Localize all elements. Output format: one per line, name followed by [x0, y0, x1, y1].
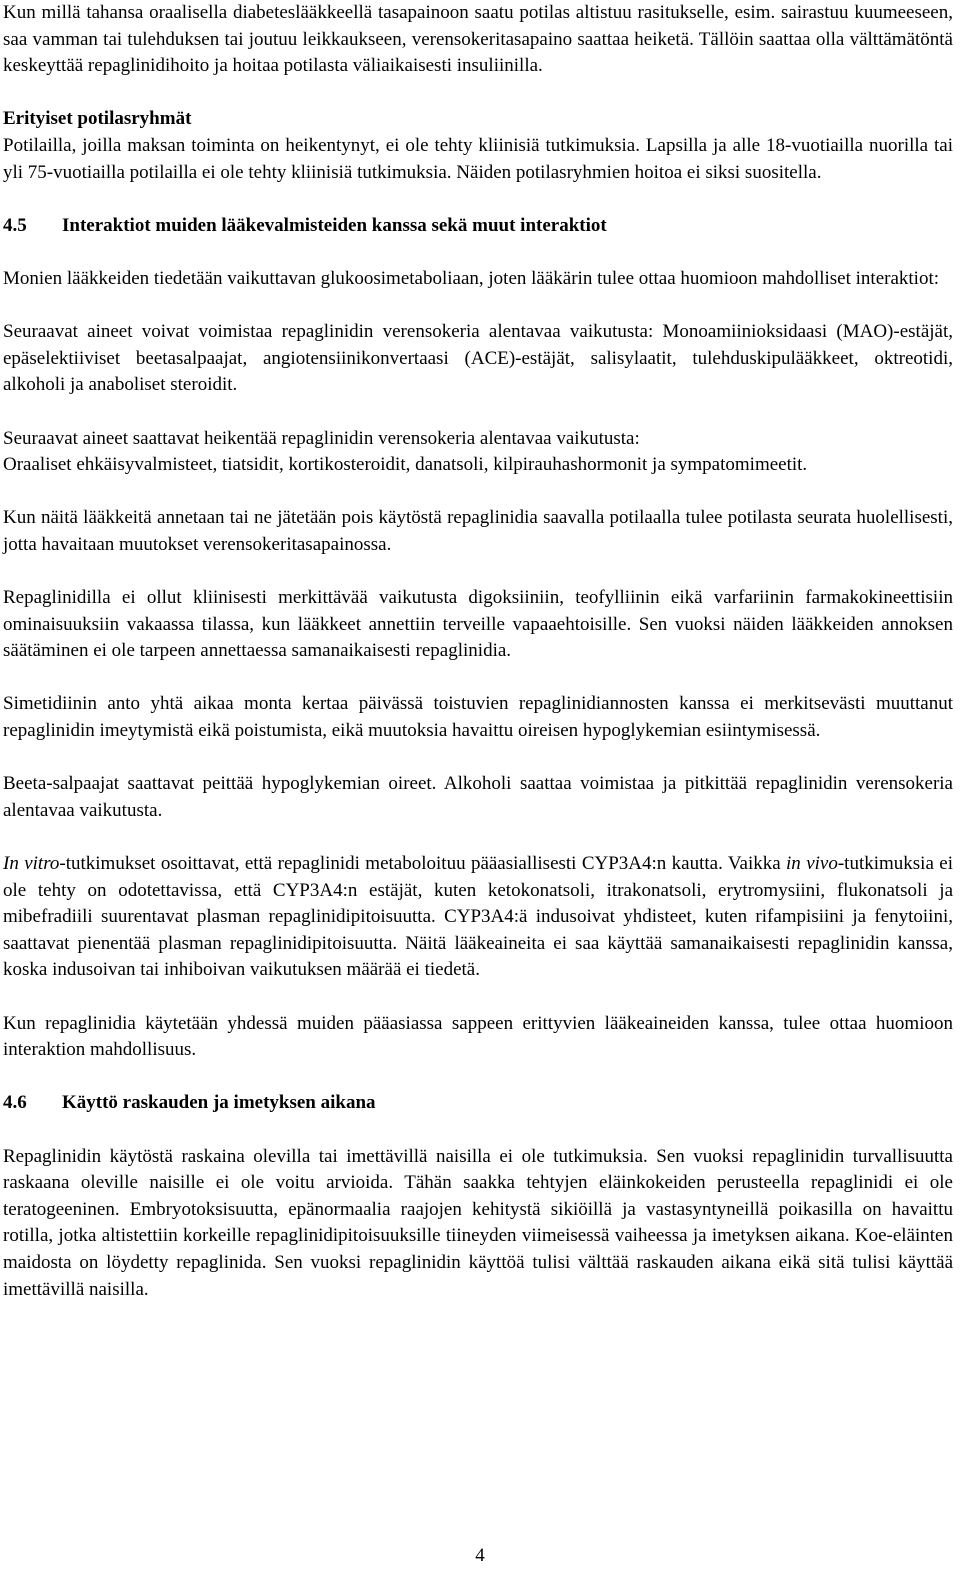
biliary-excretion-paragraph: Kun repaglinidia käytetään yhdessä muiden pääasiassa sappeen erittyvien lääkeaineiden kanssa, tulee ottaa huomioon interaktion mahdollisuus.	[3, 1012, 953, 1061]
section-4-5-number: 4.5	[3, 214, 27, 236]
monitoring-paragraph: Kun näitä lääkkeitä annetaan tai ne jätetään pois käytöstä repaglinidia saavalla potilaalla tulee potilasta seurata huolellisesti, jotta havaitaan muutokset verensokeritasapainossa.	[3, 507, 953, 555]
potentiating-agents-paragraph: Seuraavat aineet voivat voimistaa repaglinidin verensokeria alentavaa vaikutusta: Monoamiinioksidaasi (MAO)-estäjät, epäselektiiviset beetasalpaajat, angiotensiinikonvertaasi (ACE)-estäjät, salisylaatit, tulehduskipulääkkeet, oktreotidi, alkoholi ja anaboliset steroidit.	[3, 321, 953, 396]
interactions-intro-paragraph: Monien lääkkeiden tiedetään vaikuttavan glukoosimetaboliaan, joten lääkärin tulee ottaa huomioon mahdolliset interaktiot:	[3, 267, 940, 289]
section-4-6-heading	[3, 1090, 953, 1117]
cyp3a4-paragraph	[3, 851, 953, 984]
document-page	[3, 0, 953, 1303]
special-groups-paragraph: Potilailla, joilla maksan toiminta on heikentynyt, ei ole tehty kliinisiä tutkimuksia. Lapsilla ja alle 18-vuotiailla nuorilla tai yli 75-vuotiailla potilailla ei ole tehty kliinisiä tutkimuksia. Näiden potilasryhmien hoitoa ei siksi suositella.	[3, 134, 953, 183]
beta-blocker-paragraph: Beeta-salpaajat saattavat peittää hypoglykemian oireet. Alkoholi saattaa voimistaa ja pitkittää repaglinidin verensokeria alentavaa vaikutusta.	[3, 773, 953, 821]
weakening-agents-intro: Seuraavat aineet saattavat heikentää repaglinidin verensokeria alentavaa vaikutusta:	[3, 427, 640, 449]
intro-paragraph: Kun millä tahansa oraalisella diabeteslääkkeellä tasapainoon saatu potilas altistuu rasitukselle, esim. sairastuu kuumeeseen, saa vamman tai tulehduksen tai joutuu leikkaukseen, verensokeritasapaino saattaa heiketä. Tällöin saattaa olla välttämätöntä keskeyttää repaglinidihoito ja hoitaa potilasta väliaikaisesti insuliinilla.	[3, 2, 953, 77]
weakening-agents-list: Oraaliset ehkäisyvalmisteet, tiatsidit, kortikosteroidit, danatsoli, kilpirauhashormonit ja sympatomimeetit.	[3, 454, 808, 476]
section-4-6-title: Käyttö raskauden ja imetyksen aikana	[62, 1092, 376, 1114]
cimetidine-paragraph: Simetidiinin anto yhtä aikaa monta kertaa päivässä toistuvien repaglinidiannosten kanssa ei merkitsevästi muuttanut repaglinidin imeytymistä eikä poistumista, eikä muutoksia havaittu oireisen hypoglykemian esiintymisessä.	[3, 693, 953, 742]
digoxin-paragraph: Repaglinidilla ei ollut kliinisesti merkittävää vaikutusta digoksiiniin, teofylliinin eikä varfariinin farmakokineettisiin ominaisuuksiin vakaassa tilassa, kun lääkkeet annettiin terveille vapaaehtoisille. Sen vuoksi näiden lääkkeiden annoksen säätäminen ei ole tarpeen annettaessa samanaikaisesti repaglinidia.	[3, 587, 953, 662]
in-vivo-term: in vivo	[786, 853, 838, 874]
cyp3a4-text-b: -tutkimuksia ei ole tehty on odotettavissa, että CYP3A4:n estäjät, kuten ketokonatsoli, itrakonatsoli, erytromysiini, flukonatsoli ja mibefradiili suurentavat plasman repaglinidipitoisuutta. CYP3A4:ä indusoivat yhdisteet, kuten rifampisiini ja fenytoiini, saattavat pienentää plasman repaglinidipitoisuutta. Näitä lääkeaineita ei saa käyttää samanaikaisesti repaglinidin kanssa, koska indusoivan tai inhiboivan vaikutuksen määrää ei tiedetä.	[3, 853, 953, 981]
in-vitro-term: In vitro	[3, 853, 60, 874]
section-4-5-heading	[3, 213, 953, 240]
special-groups-heading: Erityiset potilasryhmät	[3, 108, 192, 130]
pregnancy-paragraph: Repaglinidin käytöstä raskaina olevilla tai imettävillä naisilla ei ole tutkimuksia. Sen vuoksi repaglinidin turvallisuutta raskaana oleville naisille ei ole voitu arvioida. Tähän saakka tehtyjen eläinkokeiden perusteella repaglinidi ei ole teratogeeninen. Embryotoksisuutta, epänormaalia raajojen kehitystä sikiöillä ja vastasyntyneillä poikasilla on havaittu rotilla, jotka altistettiin korkeille repaglinidipitoisuuksille tiineyden viimeisessä vaiheessa ja imetyksen aikana. Koe-eläinten maidosta on löydetty repaglinida. Sen vuoksi repaglinidin käyttöä tulisi välttää raskauden aikana eikä sitä tulisi käyttää imettävillä naisilla.	[3, 1145, 953, 1300]
section-4-6-number: 4.6	[3, 1092, 27, 1114]
page-number: 4	[475, 1545, 485, 1566]
cyp3a4-text-a: -tutkimukset osoittavat, että repaglinidi metaboloituu pääasiallisesti CYP3A4:n kautta. Vaikka	[59, 853, 787, 874]
section-4-5-title: Interaktiot muiden lääkevalmisteiden kanssa sekä muut interaktiot	[62, 214, 607, 236]
